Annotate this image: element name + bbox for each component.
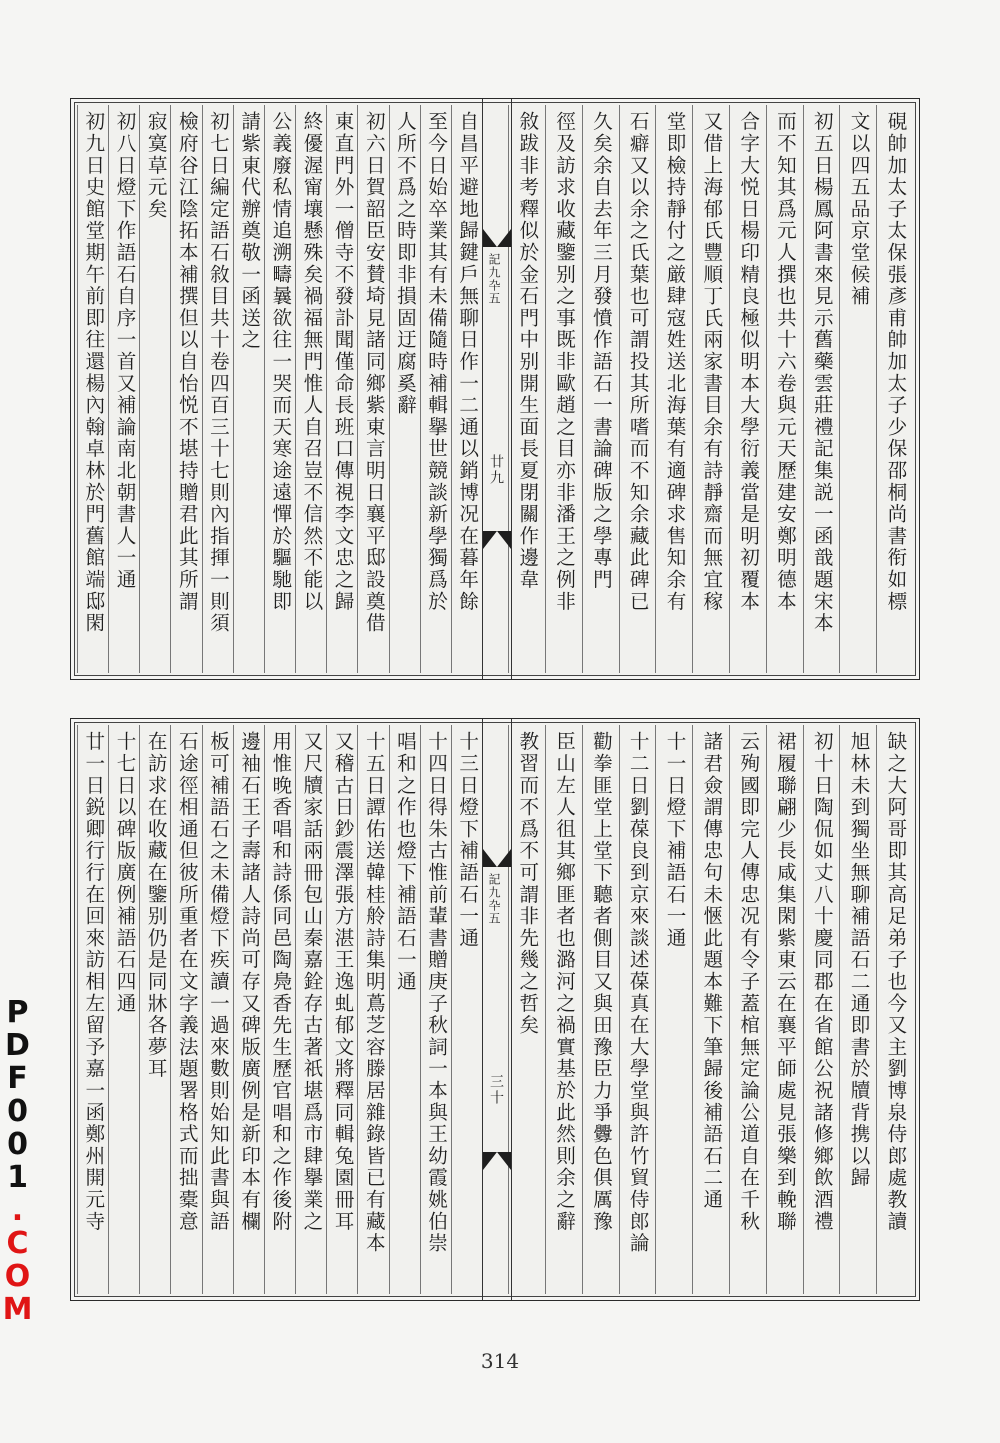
bottom-page-fold bbox=[482, 719, 512, 1300]
text-column: 缺之大阿哥即其高足弟子也今又主劉博泉侍郎處教讀 bbox=[876, 725, 913, 1294]
fold-fishtail-bottom bbox=[483, 1152, 511, 1170]
text-column: 臣山左人徂其鄉匪者也潞河之禍實基於此然則余之辭 bbox=[545, 725, 582, 1294]
text-column: 初十日陶侃如丈八十慶同郡在省館公祝諸修鄉飲酒禮 bbox=[803, 725, 840, 1294]
top-page-left-half bbox=[77, 105, 482, 673]
text-column: 唱和之作也燈下補語石一通 bbox=[389, 725, 420, 1294]
text-column: 十二日劉葆良到京來談述葆真在大學堂與許竹貿侍郎論 bbox=[619, 725, 656, 1294]
text-column: 廿一日鋭卿行行在回來訪相左留予嘉一函鄭州開元寺 bbox=[77, 725, 108, 1294]
text-column: 十三日燈下補語石一通 bbox=[451, 725, 482, 1294]
text-column: 文以四五品京堂候補 bbox=[839, 105, 876, 673]
text-column: 初五日楊鳳阿書來見示舊藥雲莊禮記集説一函戠題宋本 bbox=[803, 105, 840, 673]
text-column: 人所不爲之時即非損固迂腐奚辭 bbox=[389, 105, 420, 673]
text-column: 寂寞草元矣 bbox=[139, 105, 170, 673]
text-column: 又稽古日鈔震澤張方湛王逸虬郁文將釋同輯兔園冊耳 bbox=[326, 725, 357, 1294]
text-column: 十一日燈下補語石一通 bbox=[655, 725, 692, 1294]
text-column: 自昌平避地歸鍵戶無聊日作一二通以銷博况在暮年餘 bbox=[451, 105, 482, 673]
text-column: 而不知其爲元人撰也共十六卷與元天歷建安鄭明德本 bbox=[766, 105, 803, 673]
text-column: 十七日以碑版廣例補語石四通 bbox=[108, 725, 139, 1294]
top-page-fold bbox=[482, 99, 512, 679]
text-column: 在訪求在收藏在鑒别仍是同牀各夢耳 bbox=[139, 725, 170, 1294]
bottom-page-left-half bbox=[77, 725, 482, 1294]
top-fold-title: 記九卆五 bbox=[487, 253, 501, 305]
text-column: 初六日賀韶臣安賛埼見諸同鄉紫東言明日襄平邸設奠借 bbox=[357, 105, 388, 673]
text-column: 板可補語石之未備燈下疾讀一過來數則始知此書與語 bbox=[202, 725, 233, 1294]
text-column: 敘跋非考釋似於金石門中别開生面長夏閉關作邊韋 bbox=[508, 105, 545, 673]
text-column: 堂即檢持靜付之厳肆寇姓送北海葉有適碑求售知余有 bbox=[655, 105, 692, 673]
text-column: 又尺牘家話兩冊包山秦嘉銓存古著祇堪爲市肆擧業之 bbox=[295, 725, 326, 1294]
fold-fishtail-bottom bbox=[483, 531, 511, 549]
top-folio-number: 廿九 bbox=[488, 454, 504, 486]
watermark-part2: .COM bbox=[0, 1193, 35, 1325]
text-column: 徑及訪求收藏鑒别之事既非歐趙之目亦非潘王之例非 bbox=[545, 105, 582, 673]
text-column: 云殉國即完人傳忠况有令子蓋棺無定論公道自在千秋 bbox=[729, 725, 766, 1294]
fold-fishtail-top bbox=[483, 849, 511, 867]
watermark-logo bbox=[0, 995, 35, 1325]
text-column: 十四日得朱古惟前輩書贈庚子秋詞一本與王幼霞姚伯崇 bbox=[420, 725, 451, 1294]
text-column: 終優渥甯壤懸殊矣禍福無門惟人自召豈不信然不能以 bbox=[295, 105, 326, 673]
text-column: 請紫東代辦奠敬一函送之 bbox=[233, 105, 264, 673]
text-column: 久矣余自去年三月發憤作語石一書論碑版之學專門 bbox=[582, 105, 619, 673]
text-column: 用惟晚香唱和詩係同邑陶鳧香先生歷官唱和之作後附 bbox=[264, 725, 295, 1294]
text-column: 邊袖石王子壽諸人詩尚可存又碑版廣例是新印本有欄 bbox=[233, 725, 264, 1294]
bottom-page-panel bbox=[70, 718, 920, 1301]
text-column: 教習而不爲不可謂非先幾之哲矣 bbox=[508, 725, 545, 1294]
text-column: 初八日燈下作語石自序一首又補論南北朝書人一通 bbox=[108, 105, 139, 673]
text-column: 初七日編定語石敘目共十卷四百三十七則內指揮一則須 bbox=[202, 105, 233, 673]
text-column: 石途徑相通但彼所重者在文字義法題署格式而拙橐意 bbox=[170, 725, 201, 1294]
bottom-folio-number: 三十 bbox=[488, 1074, 504, 1106]
text-column: 又借上海郁氏豐順丁氏兩家書目余有詩靜齋而無宜稼 bbox=[692, 105, 729, 673]
text-column: 檢府谷江陰拓本補撰但以自怡悦不堪持贈君此其所謂 bbox=[170, 105, 201, 673]
bottom-fold-title: 記九卆五 bbox=[487, 873, 501, 925]
text-column: 硯帥加太子太保張彥甫帥加太子少保邵桐尚書衔如標 bbox=[876, 105, 913, 673]
text-column: 石癖又以余之氏葉也可謂投其所嗜而不知余藏此碑已 bbox=[619, 105, 656, 673]
text-column: 公義廢私情追溯疇曩欲往一哭而天寒途遠憚於驅馳即 bbox=[264, 105, 295, 673]
text-column: 十五日譚佑送韓桂舲詩集明蔦芝容滕居雜錄皆已有藏本 bbox=[357, 725, 388, 1294]
text-column: 旭林未到獨坐無聊補語石二通即書於牘背携以歸 bbox=[839, 725, 876, 1294]
page-number: 314 bbox=[480, 1349, 520, 1373]
text-column: 諸君僉謂傳忠句未愜此題本難下筆歸後補語石二通 bbox=[692, 725, 729, 1294]
text-column: 東直門外一僧寺不發訃聞僅命長班口傳視李文忠之歸 bbox=[326, 105, 357, 673]
text-column: 合字大悦日楊印精良極似明本大學衍義當是明初覆本 bbox=[729, 105, 766, 673]
text-column: 裙履聯翩少長咸集閑紫東云在襄平師處見張樂到輓聯 bbox=[766, 725, 803, 1294]
text-column: 勸拳匪堂上堂下聽者側目又與田豫臣力爭釁色俱厲豫 bbox=[582, 725, 619, 1294]
top-page-right-half bbox=[508, 105, 913, 673]
bottom-page-right-half bbox=[508, 725, 913, 1294]
top-page-panel bbox=[70, 98, 920, 680]
watermark-part1: PDF001 bbox=[0, 995, 35, 1193]
text-column: 初九日史館堂期午前即往還楊內翰卓林於門舊館端邸閑 bbox=[77, 105, 108, 673]
text-column: 至今日始卒業其有未備隨時補輯擧世競談新學獨爲於 bbox=[420, 105, 451, 673]
fold-fishtail-top bbox=[483, 229, 511, 247]
